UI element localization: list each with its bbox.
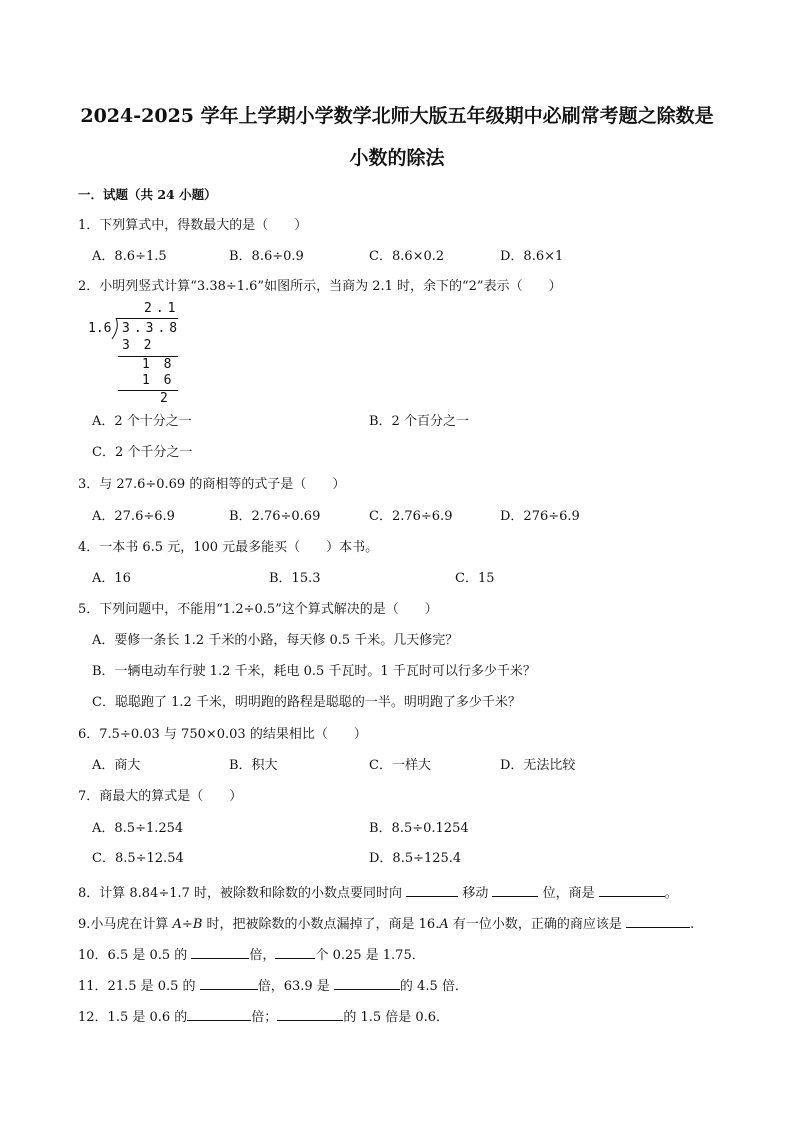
long-division-figure xyxy=(86,302,186,408)
q9-var-a: A xyxy=(439,917,449,932)
q7-option-b: B．8.5÷0.1254 xyxy=(369,821,469,836)
ld-step3: 1 6 xyxy=(142,373,175,388)
q2-stem: 2．小明列竖式计算“3.38÷1.6”如图所示，当商为 2.1 时，余下的“2”表示（ ） xyxy=(78,279,562,294)
q12-line xyxy=(78,1007,449,1026)
q5-option-b: B．一辆电动车行驶 1.2 千米，耗电 0.5 千瓦时。1 千瓦时可以行多少千米？ xyxy=(92,664,536,679)
q9-text-2: 时，把被除数的小数点漏掉了，商是 16. xyxy=(202,917,440,932)
q4-option-c: C．15 xyxy=(455,571,495,586)
q10-text-1: 10．6.5 是 0.5 的 xyxy=(78,948,192,963)
q12-blank-2[interactable] xyxy=(277,1007,343,1021)
q4-stem: 4．一本书 6.5 元，100 元最多能买（ ）本书。 xyxy=(78,540,379,555)
q6-option-d: D．无法比较 xyxy=(500,758,576,773)
q8-line xyxy=(78,883,678,902)
q9-text-3: 有一位小数，正确的商应该是 xyxy=(448,917,626,932)
q5-option-a: A．要修一条长 1.2 千米的小路，每天修 0.5 千米。几天修完？ xyxy=(92,633,459,648)
q6-option-a: A．商大 xyxy=(92,758,141,773)
q12-text-3: 的 1.5 倍是 0.6． xyxy=(343,1010,450,1025)
q8-text-4: 。 xyxy=(664,886,678,901)
q10-blank-2[interactable] xyxy=(275,945,315,959)
q8-blank-direction[interactable] xyxy=(406,883,458,897)
q8-blank-places[interactable] xyxy=(492,883,538,897)
page-title-line2: 小数的除法 xyxy=(349,147,445,169)
q7-option-d: D．8.5÷125.4 xyxy=(369,851,462,866)
q6-option-c: C．一样大 xyxy=(369,758,431,773)
ld-top-bar xyxy=(116,318,178,319)
q11-text-1: 11．21.5 是 0.5 的 xyxy=(78,979,200,994)
q1-option-d: D．8.6×1 xyxy=(500,249,564,264)
q7-option-a: A．8.5÷1.254 xyxy=(92,821,184,836)
q1-option-b: B．8.6÷0.9 xyxy=(229,249,304,264)
q4-option-a: A．16 xyxy=(92,571,131,586)
page-title-line1: 2024-2025 学年上学期小学数学北师大版五年级期中必刷常考题之除数是 xyxy=(80,105,714,127)
q6-stem: 6．7.5÷0.03 与 750×0.03 的结果相比（ ） xyxy=(78,727,367,742)
ld-remainder: 2 xyxy=(160,391,168,406)
q1-stem: 1．下列算式中，得数最大的是（ ） xyxy=(78,218,308,233)
q4-option-b: B．15.3 xyxy=(269,571,321,586)
q3-option-c: C．2.76÷6.9 xyxy=(369,509,453,524)
q1-option-a: A．8.6÷1.5 xyxy=(92,249,167,264)
q11-blank-1[interactable] xyxy=(200,976,258,990)
q10-text-3: 个 0.25 是 1.75． xyxy=(315,948,425,963)
q3-option-a: A．27.6÷6.9 xyxy=(92,509,175,524)
q2-option-b: B．2 个百分之一 xyxy=(369,414,469,429)
q11-text-3: 的 4.5 倍． xyxy=(399,979,468,994)
q7-stem: 7．商最大的算式是（ ） xyxy=(78,789,243,804)
ld-step2: 1 8 xyxy=(142,357,175,372)
q10-text-2: 倍， xyxy=(249,948,276,963)
q12-blank-1[interactable] xyxy=(187,1007,251,1021)
q6-option-b: B．积大 xyxy=(229,758,278,773)
ld-step1: 3 2 xyxy=(122,338,155,353)
q3-option-d: D．276÷6.9 xyxy=(500,509,580,524)
q9-expr: A÷B xyxy=(172,917,203,932)
q1-option-c: C．8.6×0.2 xyxy=(369,249,445,264)
ld-dividend: 3.3.8 xyxy=(122,321,182,336)
q5-option-c: C．聪聪跑了 1.2 千米，明明跑的路程是聪聪的一半。明明跑了多少千米？ xyxy=(92,695,521,710)
q10-line xyxy=(78,945,425,964)
q12-text-1: 12．1.5 是 0.6 的 xyxy=(78,1010,188,1025)
q8-blank-quotient[interactable] xyxy=(599,883,665,897)
q7-option-c: C．8.5÷12.54 xyxy=(92,851,184,866)
ld-bracket xyxy=(110,318,120,340)
q9-text-4: . xyxy=(690,917,695,932)
section-heading: 一．试题（共 24 小题） xyxy=(78,187,217,202)
q3-stem: 3．与 27.6÷0.69 的商相等的式子是（ ） xyxy=(78,477,346,492)
q11-line xyxy=(78,976,468,995)
q5-stem: 5．下列问题中，不能用“1.2÷0.5”这个算式解决的是（ ） xyxy=(78,602,438,617)
q9-blank-answer[interactable] xyxy=(626,914,690,928)
q8-text-1: 8．计算 8.84÷1.7 时，被除数和除数的小数点要同时向 xyxy=(78,886,407,901)
ld-bar-2 xyxy=(118,390,178,391)
q2-option-a: A．2 个十分之一 xyxy=(92,414,192,429)
q8-text-3: 位，商是 xyxy=(542,886,599,901)
q2-option-c: C．2 个千分之一 xyxy=(92,445,193,460)
q10-blank-1[interactable] xyxy=(191,945,249,959)
q11-text-2: 倍，63.9 是 xyxy=(257,979,334,994)
ld-divisor: 1.6 xyxy=(88,321,112,336)
q11-blank-2[interactable] xyxy=(334,976,400,990)
q9-text-1: 9.小马虎在计算 xyxy=(78,917,173,932)
q8-text-2: 移动 xyxy=(462,886,493,901)
q9-line xyxy=(78,914,694,933)
ld-quotient: 2.1 xyxy=(144,301,180,316)
q12-text-2: 倍； xyxy=(251,1010,278,1025)
q3-option-b: B．2.76÷0.69 xyxy=(229,509,321,524)
